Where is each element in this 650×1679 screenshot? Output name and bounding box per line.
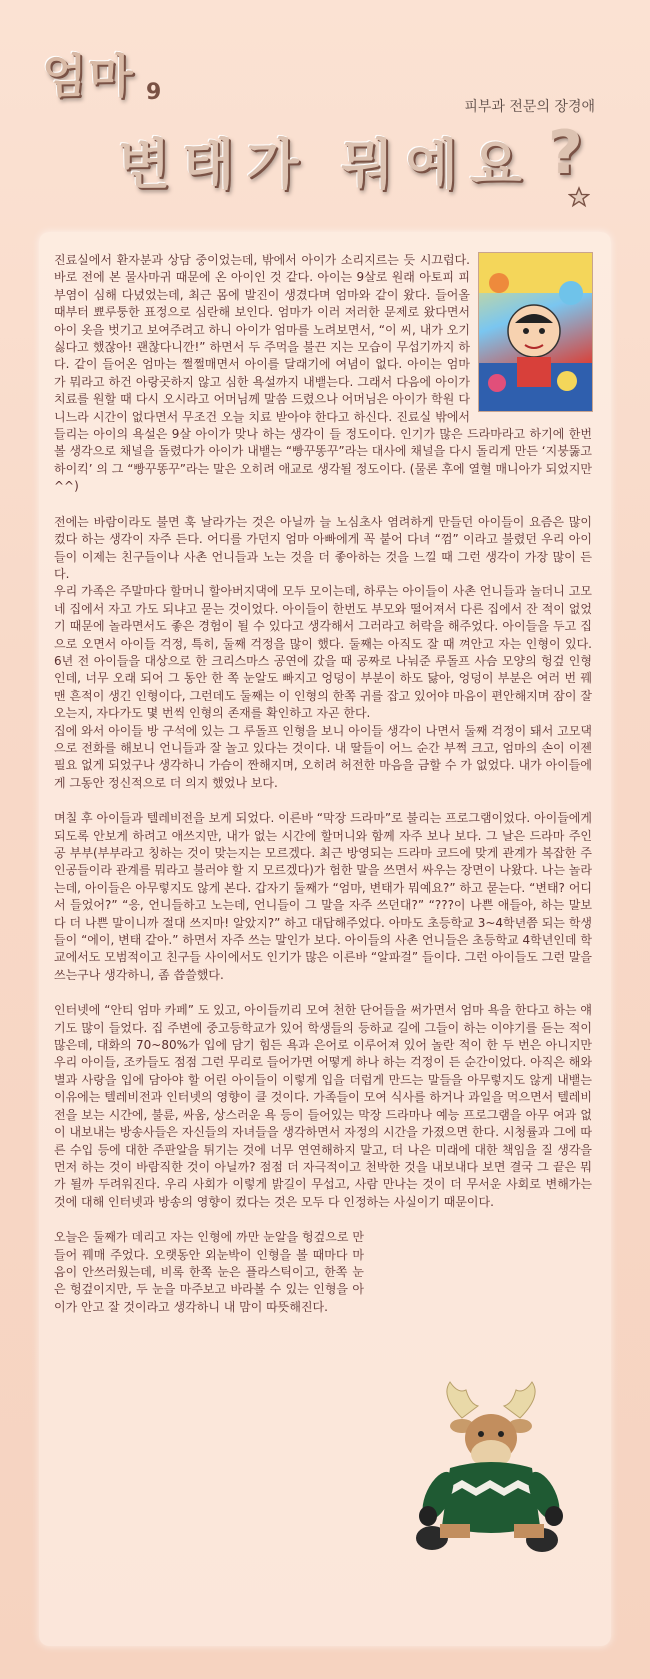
title-comma: 9 xyxy=(146,80,162,105)
paragraph-6: 인터넷에 “안티 엄마 카페” 도 있고, 아이들끼리 모여 천한 단어들을 써가면서 엄마 욕을 한다고 하는 얘기도 많이 들었다. 집 주변에 중고등학교가 있어 학생들의 등하교 길에 그들이 하는 이야기를 듣는 적이 많은데, 대화의 70~80%가 입에 담기 힘든 욕과 은어로 이루어져 있어 놀란 적이 한 두 번은 아니지만 우리 아이들, 조카들도 점점 그런 무리로 들어가면 어떻게 하나 하는 걱정이 든 순간이었다. 아직은 해와 별과 사랑을 입에 담아야 할 어린 아이들이 이렇게 입을 더럽게 만드는 말들을 아무렇지도 않게 내뱉는 이유에는 텔레비전과 인터넷의 영향이 클 것이다. 가족들이 모여 식사를 하거나 과일을 먹으면서 텔레비전을 보는 시간에, 불륜, 싸움, 상스러운 욕 등이 들어있는 막장 드라마나 예능 프로그램을 아무 여과 없이 내보내는 방송사들은 자신들의 자녀들을 생각하면서 자정의 시간을 가졌으면 한다. 시청률과 그에 따른 수입 등에 대한 주판알을 튀기는 것에 너무 연연해하지 말고, 더 나은 미래에 대한 책임을 질 생각을 먼저 하는 것이 바람직한 것이 아닐까? 점점 더 자극적이고 천박한 것을 내보내다 보면 결국 그 끝은 뭐가 될까 두려워진다. 우리 사회가 이렇게 밝길이 무섭고, 사람 만나는 것이 더 무서운 사회로 변해가는 것에 대해 인터넷과 방송의 영향이 컸다는 것은 모두 다 인정하는 사실이기 때문이다. xyxy=(54,1003,592,1209)
paragraph-4: 집에 와서 아이들 방 구석에 있는 그 루돌프 인형을 보니 아이들 생각이 나면서 둘째 걱정이 돼서 고모댁으로 전화를 해보니 언니들과 잘 놀고 있다는 것이다. 내 딸들이 어느 순간 부쩍 크고, 엄마의 손이 이젠 필요 없게 되었구나 생각하니 가슴이 짠해지며, 오히려 허전한 마음을 금할 수 가 없었다. 내가 아이들에게 그동안 정신적으로 더 의지 했었나 보다. xyxy=(54,723,592,790)
article-body xyxy=(54,252,592,1355)
paragraph-7: 오늘은 둘째가 데리고 자는 인형에 까만 눈알을 헝겊으로 만들어 꿰매 주었다. 오랫동안 외눈박이 인형을 볼 때마다 마음이 안쓰러웠는데, 비록 한쪽 눈은 플라스틱이고, 한쪽 눈은 헝겊이지만, 두 눈을 마주보고 바라볼 수 있는 인형을 아이가 안고 잘 것이라고 생각하니 내 맘이 따뜻해진다. xyxy=(54,1230,364,1314)
image-spacer xyxy=(470,252,592,414)
moose-doll-photo xyxy=(392,1376,592,1556)
paragraph-2: 전에는 바람이라도 불면 훅 날라가는 것은 아닐까 늘 노심초사 염려하게 만들던 아이들이 요즘은 많이 컸다 하는 생각이 자주 든다. 어디를 가던지 엄마 아빠에게 꼭 붙어 다녀 “껌” 이라고 불렸던 우리 아이들이 이제는 친구들이나 사촌 언니들과 노는 것을 더 좋아하는 것을 느낄 때 그런 생각이 가장 많이 든다. xyxy=(54,514,592,581)
title-question-mark: ? xyxy=(548,118,583,188)
paragraph-3: 우리 가족은 주말마다 할머니 할아버지댁에 모두 모이는데, 하루는 아이들이 사촌 언니들과 놀더니 고모네 집에서 자고 가도 되냐고 묻는 것이었다. 아이들이 한번도 부모와 떨어져서 다른 집에서 잔 적이 없었기 때문에 놀라면서도 좋은 경험이 될 수 있다고 생각해서 그러라고 허락을 해주었다. 아이들을 두고 집으로 오면서 아이들 걱정, 특히, 둘째 걱정을 많이 했다. 둘째는 아직도 잘 때 껴안고 자는 인형이 있다. 6년 전 아이들을 대상으로 한 크리스마스 공연에 갔을 때 공짜로 나눠준 루돌프 사슴 모양의 헝겊 인형인데, 너무 오래 되어 그 동안 한 쪽 눈알도 빠지고 엉덩이 부분이 하도 닳아, 엉덩이 부분은 여러 번 꿰맨 흔적이 생긴 인형이다, 그런데도 둘째는 이 인형의 한쪽 귀를 잡고 있어야 마음이 편안해지며 잠이 잘 오는지, 자다가도 몇 번씩 인형의 존재를 확인하고 자곤 한다. xyxy=(54,584,592,721)
header xyxy=(0,0,650,232)
title-line2: 변태가 뭐예요 xyxy=(118,133,534,196)
author-name: 피부과 전문의 장경애 xyxy=(464,99,595,115)
paragraph-5: 며칠 후 아이들과 텔레비전을 보게 되었다. 이른바 “막장 드라마”로 불리는 프로그램이었다. 아이들에게 되도록 안보게 하려고 애쓰지만, 내가 없는 시간에 할머니와 함께 자주 보나 보다. 그 날은 드라마 주인공 부부(부부라고 칭하는 것이 맞는지는 모르겠다. 최근 방영되는 드라마 코드에 맞게 관계가 복잡한 주인공들이라 관계를 뭐라고 불러야 할 지 모르겠다)가 험한 말을 쓰면서 싸우는 장면이 나왔다. 나는 놀라는데, 아이들은 아무렇지도 않게 본다. 갑자기 둘째가 “엄마, 변태가 뭐예요?” 하고 묻는다. “변태? 어디서 들었어?” “응, 언니들하고 노는데, 언니들이 그 말을 자주 쓰던대?” “???이 나쁜 애들아, 하는 말보다 더 나쁜 말이니까 절대 쓰지마! 알았지?” 하고 대답해주었다. 아마도 초등학교 3~4학년쯤 되는 학생들이 “에이, 변태 같아.” 하면서 자주 쓰는 말인가 보다. 아이들의 사촌 언니들은 초등학교 4학년인데 학교에서도 모범적이고 친구들 사이에서도 인기가 많은 이른바 “알파걸” 들이다. 그런 아이들도 그런 말을 쓰는구나 생각하니, 좀 씁쓸했다. xyxy=(54,811,592,982)
star-icon xyxy=(568,186,590,208)
image-spacer-2 xyxy=(364,1229,592,1355)
paragraph-1: 진료실에서 환자분과 상담 중이었는데, 밖에서 아이가 소리지르는 듯 시끄럽다. 바로 전에 본 물사마귀 때문에 온 아이인 것 같다. 아이는 9살로 원래 아토피 피부염이 심해 다녔었는데, 최근 몸에 발진이 생겼다며 엄마와 같이 왔다. 들어올 때부터 뾰루퉁한 표정으로 심란해 보인다. 엄마가 이러 저러한 문제로 왔다면서 아이 옷을 벗기고 보여주려고 하니 아이가 엄마를 노려보면서, “이 씨, 내가 오기 싫다고 했잖아! 괜찮다니깐!” 하면서 두 주먹을 불끈 지는 모습이 무섭기까지 하다. 같이 들어온 엄마는 쩔쩔매면서 아이를 달래기에 여념이 없다. 아이는 엄마가 뭐라고 하건 아랑곳하지 않고 심한 욕설까지 내뱉는다. 그래서 다음에 아이가 치료를 원할 때 다시 오시라고 어머님께 말씀 드렸으나 어머님은 아이가 학원 다니느라 시간이 없다면서 무조건 오늘 치료 받아야 한다고 하신다. 진료실 밖에서 들리는 아이의 욕설은 9살 아이가 맞나 하는 생각이 들 정도이다. 인기가 많은 드라마라고 하기에 한번 볼 생각으로 채널을 돌렸다가 아이가 내뱉는 “빵꾸똥꾸”라는 대사에 채널을 다시 돌리게 만든 ‘지붕뚫고 하이킥’ 의 그 “빵꾸똥꾸”라는 말은 오히려 애교로 생각될 정도이다. (물론 후에 열혈 매니아가 되었지만^^) xyxy=(54,253,593,494)
title-line1: 엄마 xyxy=(42,49,135,103)
